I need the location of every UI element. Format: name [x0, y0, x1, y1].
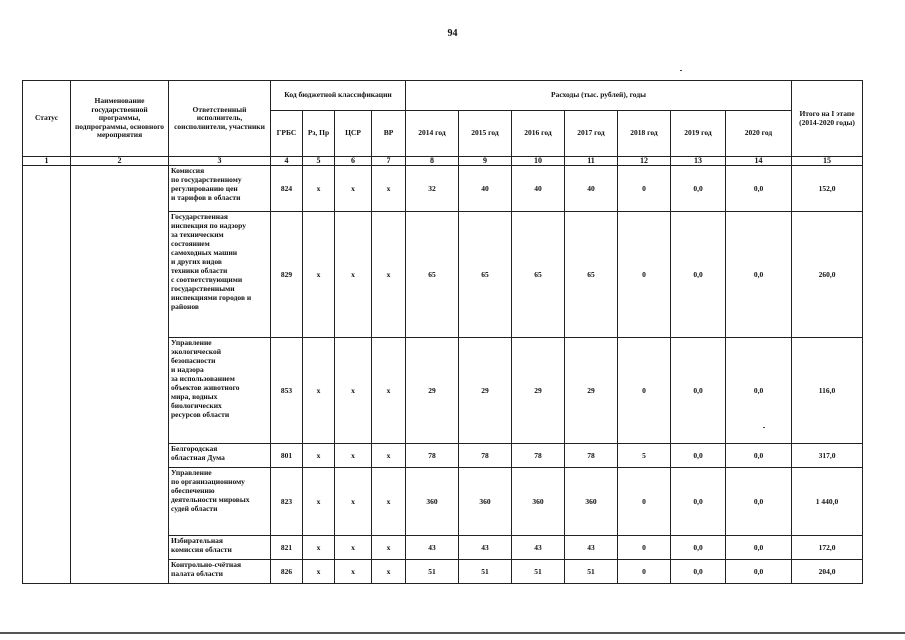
value-total: 260,0 — [792, 212, 863, 338]
header-budget-code: Код бюджетной классификации — [271, 81, 406, 111]
value-total: 317,0 — [792, 444, 863, 468]
value-2016: 40 — [512, 166, 565, 212]
value-2020: 0,0 — [726, 536, 792, 560]
program-name-cell — [71, 166, 169, 584]
value-2020: 0,0 — [726, 444, 792, 468]
header-year-2020: 2020 год — [726, 111, 792, 157]
executor-cell: Государственная инспекция по надзору за техническим состоянием самоходных машин и других видов техники области с соответствующими государственными инспекциями городов и районов — [169, 212, 271, 338]
header-year-2015: 2015 год — [459, 111, 512, 157]
value-2014: 43 — [406, 536, 459, 560]
value-2017: 40 — [565, 166, 618, 212]
column-number: 7 — [372, 157, 406, 166]
column-number: 6 — [335, 157, 372, 166]
vr-cell: х — [372, 444, 406, 468]
value-total: 172,0 — [792, 536, 863, 560]
rz-pr-cell: х — [303, 212, 335, 338]
column-number: 12 — [618, 157, 671, 166]
grbs-cell: 801 — [271, 444, 303, 468]
value-2015: 78 — [459, 444, 512, 468]
value-2018: 0 — [618, 212, 671, 338]
executor-cell: Управление экологической безопасности и надзора за использованием объектов животного мира, водных биологических ресурсов области — [169, 338, 271, 444]
header-name: Наименование государственной программы, подпрограммы, основного мероприятия — [71, 81, 169, 157]
executor-cell: Управление по организационному обеспечению деятельности мировых судей области — [169, 468, 271, 536]
column-number: 8 — [406, 157, 459, 166]
rz-pr-cell: х — [303, 468, 335, 536]
value-2019: 0,0 — [671, 560, 726, 584]
header-vr: ВР — [372, 111, 406, 157]
header-year-2019: 2019 год — [671, 111, 726, 157]
csr-cell: х — [335, 338, 372, 444]
csr-cell: х — [335, 468, 372, 536]
status-cell — [23, 166, 71, 584]
header-total: Итого на I этапе (2014-2020 годы) — [792, 81, 863, 157]
vr-cell: х — [372, 560, 406, 584]
value-2014: 78 — [406, 444, 459, 468]
grbs-cell: 824 — [271, 166, 303, 212]
value-2014: 360 — [406, 468, 459, 536]
value-2020: 0,0 — [726, 468, 792, 536]
header-year-2018: 2018 год — [618, 111, 671, 157]
header-year-2016: 2016 год — [512, 111, 565, 157]
value-2020: 0,0 — [726, 166, 792, 212]
column-number: 3 — [169, 157, 271, 166]
rz-pr-cell: х — [303, 338, 335, 444]
value-2018: 0 — [618, 166, 671, 212]
value-2017: 43 — [565, 536, 618, 560]
header-status: Статус — [23, 81, 71, 157]
header-year-2014: 2014 год — [406, 111, 459, 157]
value-2019: 0,0 — [671, 444, 726, 468]
rz-pr-cell: х — [303, 444, 335, 468]
executor-cell: Контрольно-счётная палата области — [169, 560, 271, 584]
column-number: 11 — [565, 157, 618, 166]
header-rz-pr: Рз, Пр — [303, 111, 335, 157]
value-2017: 65 — [565, 212, 618, 338]
value-total: 152,0 — [792, 166, 863, 212]
page-number: 94 — [447, 28, 458, 39]
value-2019: 0,0 — [671, 166, 726, 212]
rz-pr-cell: х — [303, 560, 335, 584]
grbs-cell: 829 — [271, 212, 303, 338]
value-2018: 0 — [618, 338, 671, 444]
page-bottom-edge — [0, 632, 905, 634]
value-2017: 29 — [565, 338, 618, 444]
value-2016: 65 — [512, 212, 565, 338]
value-2018: 0 — [618, 468, 671, 536]
value-2015: 51 — [459, 560, 512, 584]
rz-pr-cell: х — [303, 166, 335, 212]
value-2015: 360 — [459, 468, 512, 536]
column-number: 4 — [271, 157, 303, 166]
value-2019: 0,0 — [671, 536, 726, 560]
csr-cell: х — [335, 212, 372, 338]
grbs-cell: 823 — [271, 468, 303, 536]
header-executor: Ответственный исполнитель, соисполнители, участники — [169, 81, 271, 157]
value-2016: 360 — [512, 468, 565, 536]
header-grbs: ГРБС — [271, 111, 303, 157]
value-2016: 43 — [512, 536, 565, 560]
value-2019: 0,0 — [671, 212, 726, 338]
grbs-cell: 853 — [271, 338, 303, 444]
value-2015: 40 — [459, 166, 512, 212]
header-csr: ЦСР — [335, 111, 372, 157]
column-number: 1 — [23, 157, 71, 166]
column-number: 5 — [303, 157, 335, 166]
value-2018: 5 — [618, 444, 671, 468]
value-2017: 360 — [565, 468, 618, 536]
column-number: 10 — [512, 157, 565, 166]
value-2020: 0,0 — [726, 560, 792, 584]
value-2016: 78 — [512, 444, 565, 468]
value-2020: 0,0 — [726, 212, 792, 338]
value-2018: 0 — [618, 536, 671, 560]
vr-cell: х — [372, 536, 406, 560]
column-number: 14 — [726, 157, 792, 166]
rz-pr-cell: х — [303, 536, 335, 560]
value-total: 1 440,0 — [792, 468, 863, 536]
budget-table — [22, 80, 863, 584]
value-2020: 0,0 — [726, 338, 792, 444]
value-2014: 29 — [406, 338, 459, 444]
value-2014: 32 — [406, 166, 459, 212]
value-2017: 78 — [565, 444, 618, 468]
csr-cell: х — [335, 444, 372, 468]
value-2015: 29 — [459, 338, 512, 444]
value-total: 204,0 — [792, 560, 863, 584]
column-number: 15 — [792, 157, 863, 166]
column-number: 13 — [671, 157, 726, 166]
csr-cell: х — [335, 166, 372, 212]
value-2015: 43 — [459, 536, 512, 560]
value-2014: 51 — [406, 560, 459, 584]
executor-cell: Белгородская областная Дума — [169, 444, 271, 468]
vr-cell: х — [372, 212, 406, 338]
column-number: 9 — [459, 157, 512, 166]
scan-speck — [680, 70, 682, 71]
csr-cell: х — [335, 560, 372, 584]
value-2016: 51 — [512, 560, 565, 584]
value-2015: 65 — [459, 212, 512, 338]
table-row — [23, 166, 863, 212]
value-2014: 65 — [406, 212, 459, 338]
grbs-cell: 826 — [271, 560, 303, 584]
value-total: 116,0 — [792, 338, 863, 444]
header-expenses: Расходы (тыс. рублей), годы — [406, 81, 792, 111]
value-2019: 0,0 — [671, 338, 726, 444]
column-number-row — [23, 157, 863, 166]
vr-cell: х — [372, 338, 406, 444]
value-2016: 29 — [512, 338, 565, 444]
value-2019: 0,0 — [671, 468, 726, 536]
executor-cell: Избирательная комиссия области — [169, 536, 271, 560]
header-year-2017: 2017 год — [565, 111, 618, 157]
value-2018: 0 — [618, 560, 671, 584]
vr-cell: х — [372, 468, 406, 536]
vr-cell: х — [372, 166, 406, 212]
executor-cell: Комиссия по государственному регулированию цен и тарифов в области — [169, 166, 271, 212]
csr-cell: х — [335, 536, 372, 560]
grbs-cell: 821 — [271, 536, 303, 560]
scan-speck — [763, 427, 765, 428]
column-number: 2 — [71, 157, 169, 166]
value-2017: 51 — [565, 560, 618, 584]
